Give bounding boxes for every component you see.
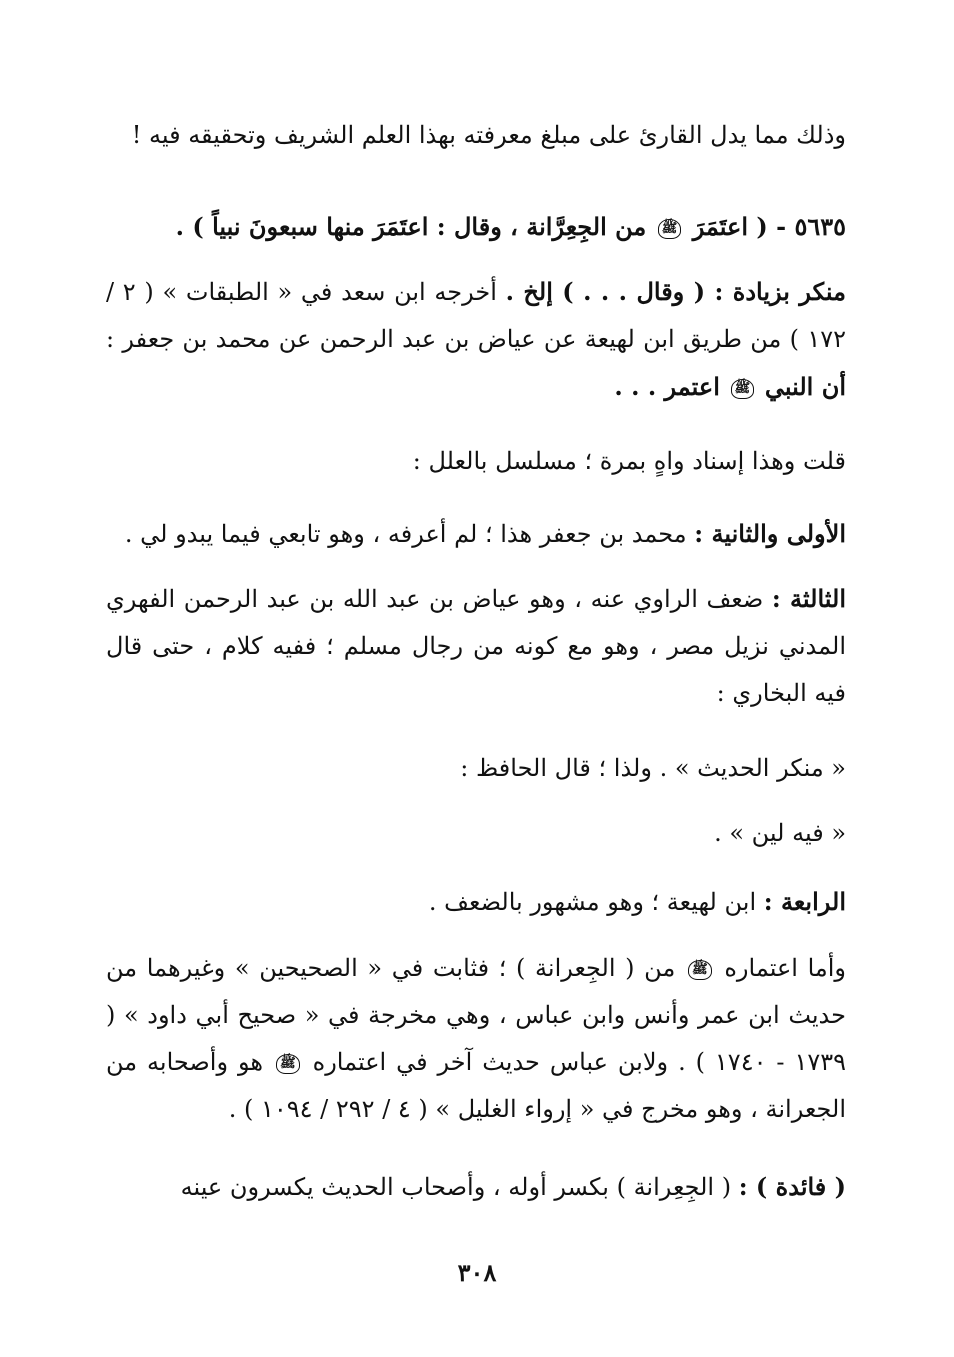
hadith-number: ٥٦٣٥ - (776, 212, 846, 241)
amma-part2: من ( الجِعرانة ) ؛ فثابت في « الصحيحين » وغيرهما من حديث ابن عمر وأنس وابن عباس ، وهي مخرجة في « صحيح أبي داود » ( ١٧٣٩ - ١٧٤٠ ) . ولابن عباس حديث آخر في اعتماره (106, 954, 846, 1076)
thalitha-paragraph (106, 575, 846, 717)
quote-munkar-hadith: « منكر الحديث » . ولذا ؛ قال الحافظ : (460, 754, 846, 782)
salla-honorific-icon: ﷺ (276, 1054, 300, 1074)
hadith-text-part2: من الجِعِرَّانة ، وقال : اعتَمَرَ منها سبعونَ نبياً ) . (175, 212, 647, 241)
munkar-line3-part2: اعتمر . . . (614, 372, 720, 401)
munkar-line3-part1: أن النبي (764, 372, 846, 401)
rabia-text: ابن لهيعة ؛ وهو مشهور بالضعف . (428, 888, 757, 916)
salla-honorific-icon: ﷺ (658, 219, 682, 239)
munkar-lead: منكر بزيادة : ( وقال . . . ) إلخ . (505, 277, 846, 306)
ula-lead: الأولى والثانية : (694, 519, 846, 548)
rabia-paragraph (106, 878, 846, 926)
ula-text: محمد بن جعفر هذا ؛ لم أعرفه ، وهو تابعي فيما يبدو لي . (124, 520, 687, 548)
hadith-heading (106, 203, 846, 250)
intro-paragraph: وذلك مما يدل القارئ على مبلغ معرفته بهذا العلم الشريف وتحقيقه فيه ! (131, 121, 846, 149)
faida-text: ( الجِعِرانة ) بكسر أوله ، وأصحاب الحديث يكسرون عينه (180, 1173, 732, 1201)
thalitha-text: ضعف الراوي عنه ، وهو عياض بن عبد الله بن عبد الرحمن الفهري المدني نزيل مصر ، وهو مع كونه من رجال مسلم ؛ ففيه كلام ، حتى قال فيه البخاري : (106, 585, 847, 707)
rabia-lead: الرابعة : (763, 887, 846, 916)
thalitha-lead: الثالثة : (771, 584, 847, 613)
munkar-text: أخرجه ابن سعد في « الطبقات » ( ٢ / ١٧٢ ) من طريق ابن لهيعة عن عياض بن عبد الرحمن عن محمد بن جعفر : (106, 278, 846, 353)
hadith-text-part1: ( اعتَمَرَ (692, 212, 768, 241)
faida-lead: ( فائدة ) : (738, 1172, 846, 1201)
quote-fihi-layyin: « فيه لين » . (714, 819, 846, 847)
faida-paragraph (106, 1163, 846, 1211)
qult-paragraph: قلت وهذا إسناد واهٍ بمرة ؛ مسلسل بالعلل : (412, 447, 846, 475)
amma-paragraph (106, 945, 846, 1133)
munkar-paragraph (106, 268, 846, 411)
salla-honorific-icon: ﷺ (731, 379, 755, 399)
page-number: ٣٠٨ (457, 1258, 497, 1287)
amma-part3: هو وأصحابه من الجعرانة ، وهو مخرج في « إرواء الغليل » ( ٤ / ٢٩٢ / ١٠٩٤ ) . (106, 1048, 846, 1123)
ula-paragraph (106, 510, 846, 558)
amma-part1: وأما اعتماره (724, 954, 846, 982)
salla-honorific-icon: ﷺ (688, 960, 712, 980)
